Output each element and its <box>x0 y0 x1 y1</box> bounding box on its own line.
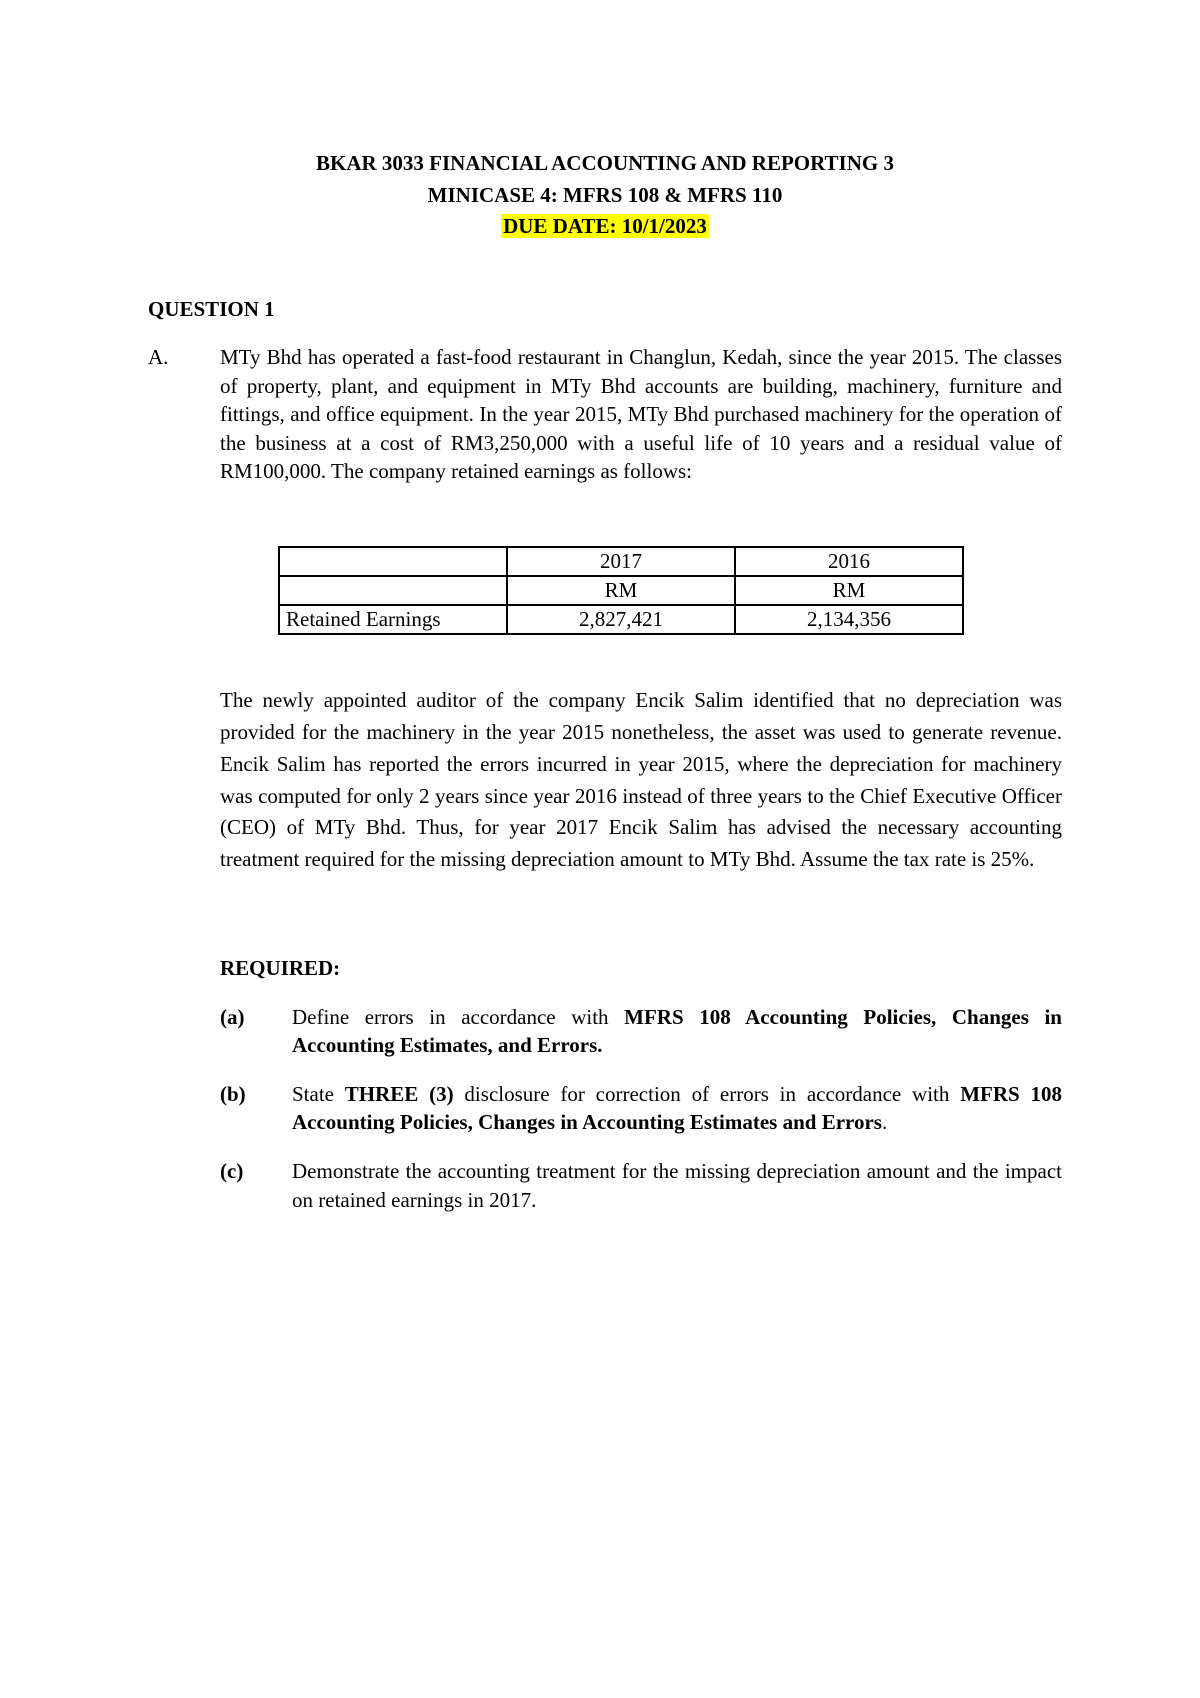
course-title: BKAR 3033 FINANCIAL ACCOUNTING AND REPORTING 3 <box>316 151 894 175</box>
minicase-title: MINICASE 4: MFRS 108 & MFRS 110 <box>427 182 783 207</box>
table-cell-empty <box>279 547 507 576</box>
table-row <box>279 576 963 605</box>
table-row <box>279 547 963 576</box>
table-value-2016: 2,134,356 <box>735 605 963 634</box>
item-text: State THREE (3) disclosure for correction of errors in accordance with MFRS 108 Accounting Policies, Changes in Accounting Estimates and Errors. <box>292 1081 1062 1135</box>
item-marker: (b) <box>220 1081 246 1106</box>
table-unit: RM <box>735 576 963 605</box>
table-year-2016: 2016 <box>735 547 963 576</box>
part-label: A. <box>148 345 169 370</box>
table-year-2017: 2017 <box>507 547 735 576</box>
table-cell-empty <box>279 576 507 605</box>
list-item <box>220 1080 1062 1137</box>
required-title: REQUIRED: <box>220 956 341 981</box>
document-header <box>148 148 1062 243</box>
item-marker: (a) <box>220 1004 245 1029</box>
intro-paragraph: MTy Bhd has operated a fast-food restaurant in Changlun, Kedah, since the year 2015. The classes of property, plant, and equipment in MTy Bhd accounts are building, machinery, furniture and fittings, and office equipment. In the year 2015, MTy Bhd purchased machinery for the operation of the business at a cost of RM3,250,000 with a useful life of 10 years and a residual value of RM100,000. The company retained earnings as follows: <box>220 345 1062 484</box>
table-row-label: Retained Earnings <box>279 605 507 634</box>
auditor-paragraph: The newly appointed auditor of the company Encik Salim identified that no depreciation was provided for the machinery in the year 2015 nonetheless, the asset was used to generate revenue. Encik Salim has reported the errors incurred in year 2015, where the depreciation for machinery was computed for only 2 years since year 2016 instead of three years to the Chief Executive Officer (CEO) of MTy Bhd. Thus, for year 2017 Encik Salim has advised the necessary accounting treatment required for the missing depreciation amount to MTy Bhd. Assume the tax rate is 25%. <box>220 687 1062 872</box>
table-row <box>279 605 963 634</box>
list-item <box>220 1157 1062 1214</box>
due-date: DUE DATE: 10/1/2023 <box>503 214 707 238</box>
item-text: Define errors in accordance with MFRS 108 Accounting Policies, Changes in Accounting Estimates, and Errors. <box>292 1004 1062 1058</box>
list-item <box>220 1003 1062 1060</box>
retained-earnings-table <box>278 546 964 635</box>
item-text: Demonstrate the accounting treatment for the missing depreciation amount and the impact on retained earnings in 2017. <box>292 1158 1062 1212</box>
table-unit: RM <box>507 576 735 605</box>
required-items <box>220 1003 1062 1214</box>
question-title: QUESTION 1 <box>148 296 275 321</box>
item-marker: (c) <box>220 1158 244 1183</box>
part-a <box>148 343 1062 486</box>
table-value-2017: 2,827,421 <box>507 605 735 634</box>
